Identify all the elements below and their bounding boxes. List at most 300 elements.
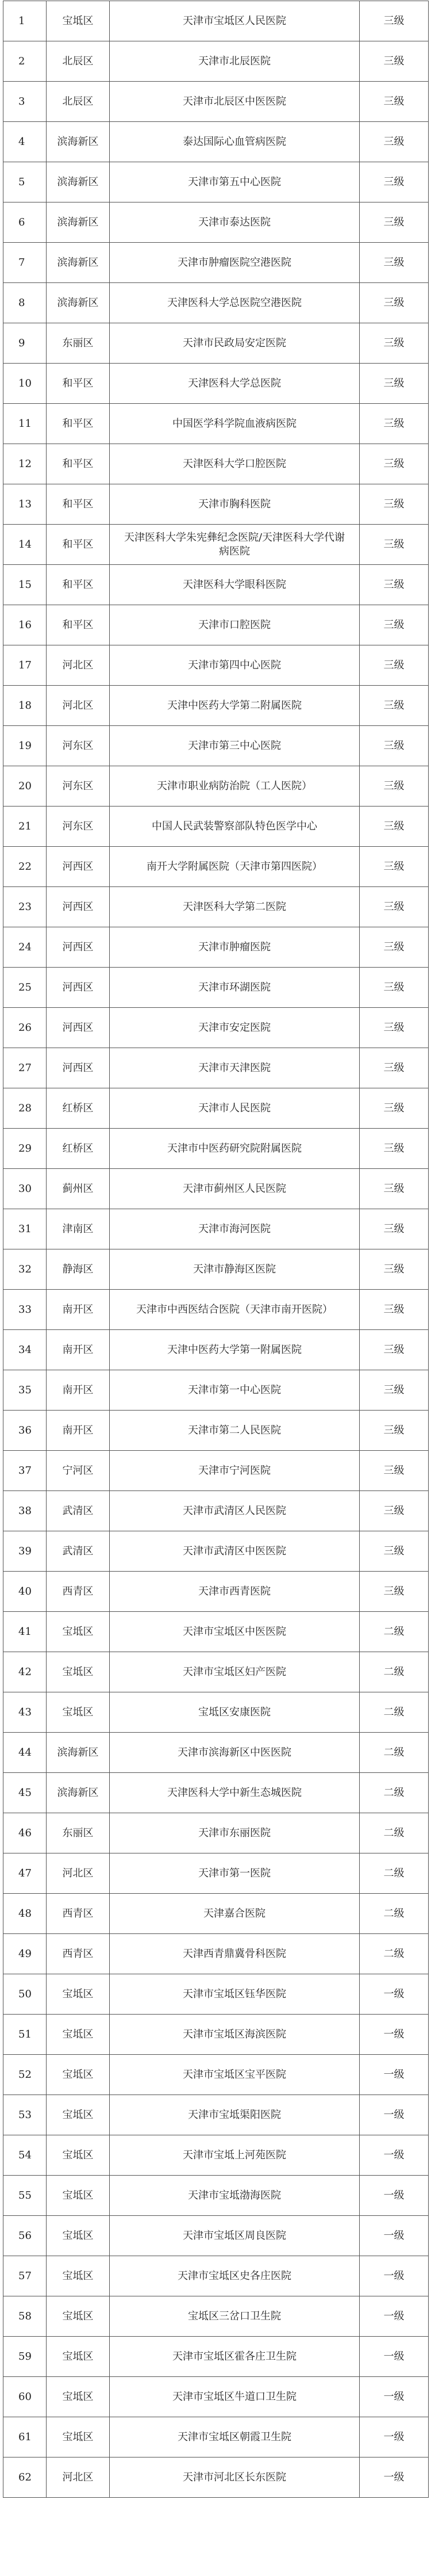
level-cell: 一级 — [360, 2256, 429, 2296]
row-number: 49 — [3, 1934, 47, 1974]
district-cell: 宝坻区 — [47, 2417, 110, 2457]
level-cell: 三级 — [360, 565, 429, 605]
hospital-name-cell: 天津市西青医院 — [110, 1572, 360, 1612]
level-cell: 三级 — [360, 766, 429, 807]
row-number: 12 — [3, 444, 47, 484]
hospital-table-body — [3, 1, 429, 2498]
district-cell: 红桥区 — [47, 1129, 110, 1169]
table-row — [3, 2377, 429, 2417]
level-cell: 三级 — [360, 162, 429, 202]
hospital-name-cell: 天津市海河医院 — [110, 1209, 360, 1249]
row-number: 30 — [3, 1169, 47, 1209]
district-cell: 河东区 — [47, 807, 110, 847]
table-row — [3, 1048, 429, 1088]
row-number: 42 — [3, 1652, 47, 1692]
level-cell: 三级 — [360, 1129, 429, 1169]
district-cell: 武清区 — [47, 1491, 110, 1531]
district-cell: 宝坻区 — [47, 2296, 110, 2337]
table-row — [3, 484, 429, 525]
district-cell: 河东区 — [47, 726, 110, 766]
district-cell: 南开区 — [47, 1370, 110, 1411]
district-cell: 河西区 — [47, 887, 110, 927]
district-cell: 滨海新区 — [47, 1773, 110, 1813]
district-cell: 宝坻区 — [47, 2216, 110, 2256]
row-number: 5 — [3, 162, 47, 202]
row-number: 34 — [3, 1330, 47, 1370]
district-cell: 宝坻区 — [47, 1652, 110, 1692]
hospital-name-cell: 天津市宝坻区宝平医院 — [110, 2055, 360, 2095]
table-row — [3, 1572, 429, 1612]
level-cell: 一级 — [360, 2015, 429, 2055]
row-number: 51 — [3, 2015, 47, 2055]
level-cell: 三级 — [360, 122, 429, 162]
hospital-name-cell: 天津市民政局安定医院 — [110, 323, 360, 364]
level-cell: 三级 — [360, 968, 429, 1008]
hospital-name-cell: 天津市安定医院 — [110, 1008, 360, 1048]
table-row — [3, 162, 429, 202]
table-row — [3, 1330, 429, 1370]
level-cell: 三级 — [360, 202, 429, 243]
district-cell: 滨海新区 — [47, 283, 110, 323]
district-cell: 河西区 — [47, 847, 110, 887]
district-cell: 北辰区 — [47, 82, 110, 122]
district-cell: 东丽区 — [47, 323, 110, 364]
table-row — [3, 2337, 429, 2377]
row-number: 55 — [3, 2176, 47, 2216]
district-cell: 和平区 — [47, 605, 110, 645]
row-number: 38 — [3, 1491, 47, 1531]
level-cell: 三级 — [360, 525, 429, 565]
hospital-name-cell: 天津市宝坻区牛道口卫生院 — [110, 2377, 360, 2417]
district-cell: 宝坻区 — [47, 2176, 110, 2216]
table-row — [3, 2296, 429, 2337]
table-row — [3, 1, 429, 41]
hospital-name-cell: 天津市河北区长东医院 — [110, 2457, 360, 2498]
row-number: 8 — [3, 283, 47, 323]
table-row — [3, 2417, 429, 2457]
level-cell: 一级 — [360, 2055, 429, 2095]
table-row — [3, 323, 429, 364]
row-number: 22 — [3, 847, 47, 887]
district-cell: 宝坻区 — [47, 2377, 110, 2417]
district-cell: 宝坻区 — [47, 2055, 110, 2095]
hospital-name-cell: 天津市宁河医院 — [110, 1451, 360, 1491]
district-cell: 河东区 — [47, 766, 110, 807]
hospital-name-cell: 天津医科大学朱宪彝纪念医院/天津医科大学代谢病医院 — [110, 525, 360, 565]
district-cell: 和平区 — [47, 484, 110, 525]
level-cell: 三级 — [360, 283, 429, 323]
table-row — [3, 1813, 429, 1853]
level-cell: 三级 — [360, 1088, 429, 1129]
table-row — [3, 82, 429, 122]
level-cell: 三级 — [360, 484, 429, 525]
row-number: 18 — [3, 686, 47, 726]
district-cell: 宝坻区 — [47, 1974, 110, 2015]
row-number: 59 — [3, 2337, 47, 2377]
table-row — [3, 565, 429, 605]
level-cell: 三级 — [360, 645, 429, 686]
table-row — [3, 364, 429, 404]
row-number: 60 — [3, 2377, 47, 2417]
district-cell: 津南区 — [47, 1209, 110, 1249]
row-number: 56 — [3, 2216, 47, 2256]
row-number: 31 — [3, 1209, 47, 1249]
table-row — [3, 847, 429, 887]
table-row — [3, 1612, 429, 1652]
row-number: 11 — [3, 404, 47, 444]
level-cell: 三级 — [360, 404, 429, 444]
table-row — [3, 41, 429, 82]
table-row — [3, 1451, 429, 1491]
level-cell: 二级 — [360, 1773, 429, 1813]
table-row — [3, 1411, 429, 1451]
hospital-name-cell: 天津市宝坻区钰华医院 — [110, 1974, 360, 2015]
district-cell: 北辰区 — [47, 41, 110, 82]
district-cell: 河北区 — [47, 2457, 110, 2498]
row-number: 35 — [3, 1370, 47, 1411]
hospital-name-cell: 天津市第四中心医院 — [110, 645, 360, 686]
level-cell: 三级 — [360, 1249, 429, 1290]
district-cell: 和平区 — [47, 404, 110, 444]
level-cell: 三级 — [360, 1370, 429, 1411]
district-cell: 河西区 — [47, 1048, 110, 1088]
district-cell: 南开区 — [47, 1330, 110, 1370]
hospital-name-cell: 天津市第一医院 — [110, 1853, 360, 1894]
level-cell: 三级 — [360, 82, 429, 122]
level-cell: 一级 — [360, 2296, 429, 2337]
row-number: 24 — [3, 927, 47, 968]
hospital-name-cell: 天津市宝坻区人民医院 — [110, 1, 360, 41]
district-cell: 河北区 — [47, 1853, 110, 1894]
district-cell: 宝坻区 — [47, 2095, 110, 2135]
table-row — [3, 444, 429, 484]
table-row — [3, 283, 429, 323]
hospital-name-cell: 天津市第三中心医院 — [110, 726, 360, 766]
district-cell: 宝坻区 — [47, 1692, 110, 1733]
district-cell: 和平区 — [47, 364, 110, 404]
district-cell: 宝坻区 — [47, 1612, 110, 1652]
level-cell: 一级 — [360, 2337, 429, 2377]
table-row — [3, 1491, 429, 1531]
hospital-name-cell: 天津中医药大学第二附属医院 — [110, 686, 360, 726]
row-number: 44 — [3, 1733, 47, 1773]
hospital-name-cell: 天津市中西医结合医院（天津市南开医院） — [110, 1290, 360, 1330]
district-cell: 宝坻区 — [47, 1, 110, 41]
level-cell: 三级 — [360, 1008, 429, 1048]
hospital-name-cell: 天津嘉合医院 — [110, 1894, 360, 1934]
row-number: 15 — [3, 565, 47, 605]
table-row — [3, 2176, 429, 2216]
level-cell: 二级 — [360, 1813, 429, 1853]
district-cell: 红桥区 — [47, 1088, 110, 1129]
hospital-name-cell: 中国医学科学院血液病医院 — [110, 404, 360, 444]
district-cell: 和平区 — [47, 525, 110, 565]
district-cell: 和平区 — [47, 565, 110, 605]
table-row — [3, 2015, 429, 2055]
hospital-name-cell: 天津市武清区人民医院 — [110, 1491, 360, 1531]
level-cell: 二级 — [360, 1652, 429, 1692]
district-cell: 宝坻区 — [47, 2135, 110, 2176]
district-cell: 河西区 — [47, 927, 110, 968]
hospital-name-cell: 天津市蓟州区人民医院 — [110, 1169, 360, 1209]
table-row — [3, 1209, 429, 1249]
row-number: 13 — [3, 484, 47, 525]
hospital-name-cell: 天津市宝坻渤海医院 — [110, 2176, 360, 2216]
table-row — [3, 1853, 429, 1894]
district-cell: 宁河区 — [47, 1451, 110, 1491]
hospital-name-cell: 天津市肿瘤医院 — [110, 927, 360, 968]
hospital-name-cell: 天津市宝坻区妇产医院 — [110, 1652, 360, 1692]
row-number: 47 — [3, 1853, 47, 1894]
level-cell: 三级 — [360, 243, 429, 283]
level-cell: 三级 — [360, 807, 429, 847]
district-cell: 武清区 — [47, 1531, 110, 1572]
level-cell: 三级 — [360, 1048, 429, 1088]
hospital-name-cell: 天津市人民医院 — [110, 1088, 360, 1129]
hospital-name-cell: 天津市北辰医院 — [110, 41, 360, 82]
table-row — [3, 927, 429, 968]
row-number: 57 — [3, 2256, 47, 2296]
row-number: 7 — [3, 243, 47, 283]
row-number: 10 — [3, 364, 47, 404]
hospital-name-cell: 天津市胸科医院 — [110, 484, 360, 525]
hospital-name-cell: 天津市宝坻区史各庄医院 — [110, 2256, 360, 2296]
district-cell: 静海区 — [47, 1249, 110, 1290]
table-row — [3, 243, 429, 283]
row-number: 50 — [3, 1974, 47, 2015]
level-cell: 一级 — [360, 2417, 429, 2457]
hospital-name-cell: 南开大学附属医院（天津市第四医院） — [110, 847, 360, 887]
table-row — [3, 605, 429, 645]
row-number: 17 — [3, 645, 47, 686]
district-cell: 和平区 — [47, 444, 110, 484]
row-number: 33 — [3, 1290, 47, 1330]
district-cell: 南开区 — [47, 1411, 110, 1451]
row-number: 36 — [3, 1411, 47, 1451]
district-cell: 宝坻区 — [47, 2015, 110, 2055]
table-row — [3, 1129, 429, 1169]
row-number: 54 — [3, 2135, 47, 2176]
hospital-name-cell: 天津市静海区医院 — [110, 1249, 360, 1290]
level-cell: 三级 — [360, 927, 429, 968]
row-number: 46 — [3, 1813, 47, 1853]
district-cell: 河西区 — [47, 1008, 110, 1048]
level-cell: 二级 — [360, 1894, 429, 1934]
row-number: 16 — [3, 605, 47, 645]
table-row — [3, 968, 429, 1008]
hospital-name-cell: 天津市天津医院 — [110, 1048, 360, 1088]
hospital-name-cell: 天津医科大学口腔医院 — [110, 444, 360, 484]
hospital-name-cell: 天津医科大学眼科医院 — [110, 565, 360, 605]
table-row — [3, 2457, 429, 2498]
level-cell: 三级 — [360, 1330, 429, 1370]
row-number: 62 — [3, 2457, 47, 2498]
hospital-name-cell: 宝坻区三岔口卫生院 — [110, 2296, 360, 2337]
table-row — [3, 1008, 429, 1048]
level-cell: 一级 — [360, 2377, 429, 2417]
district-cell: 西青区 — [47, 1894, 110, 1934]
hospital-name-cell: 天津市宝坻上河苑医院 — [110, 2135, 360, 2176]
level-cell: 二级 — [360, 1934, 429, 1974]
hospital-name-cell: 天津医科大学中新生态城医院 — [110, 1773, 360, 1813]
level-cell: 三级 — [360, 1290, 429, 1330]
row-number: 26 — [3, 1008, 47, 1048]
level-cell: 三级 — [360, 444, 429, 484]
table-row — [3, 404, 429, 444]
hospital-name-cell: 天津市宝坻区周良医院 — [110, 2216, 360, 2256]
row-number: 19 — [3, 726, 47, 766]
hospital-name-cell: 天津市第一中心医院 — [110, 1370, 360, 1411]
row-number: 48 — [3, 1894, 47, 1934]
hospital-name-cell: 天津西青鼎冀骨科医院 — [110, 1934, 360, 1974]
district-cell: 滨海新区 — [47, 162, 110, 202]
hospital-name-cell: 天津市口腔医院 — [110, 605, 360, 645]
level-cell: 三级 — [360, 1209, 429, 1249]
hospital-name-cell: 中国人民武装警察部队特色医学中心 — [110, 807, 360, 847]
row-number: 14 — [3, 525, 47, 565]
hospital-name-cell: 天津市第五中心医院 — [110, 162, 360, 202]
table-row — [3, 807, 429, 847]
table-row — [3, 1773, 429, 1813]
row-number: 21 — [3, 807, 47, 847]
table-row — [3, 686, 429, 726]
level-cell: 三级 — [360, 41, 429, 82]
district-cell: 滨海新区 — [47, 122, 110, 162]
row-number: 40 — [3, 1572, 47, 1612]
hospital-name-cell: 天津市环湖医院 — [110, 968, 360, 1008]
table-row — [3, 1974, 429, 2015]
row-number: 39 — [3, 1531, 47, 1572]
district-cell: 西青区 — [47, 1934, 110, 1974]
table-row — [3, 1169, 429, 1209]
hospital-name-cell: 天津医科大学总医院空港医院 — [110, 283, 360, 323]
hospital-table — [3, 1, 429, 2498]
row-number: 20 — [3, 766, 47, 807]
level-cell: 一级 — [360, 2095, 429, 2135]
district-cell: 河北区 — [47, 645, 110, 686]
table-row — [3, 1652, 429, 1692]
row-number: 1 — [3, 1, 47, 41]
table-row — [3, 1290, 429, 1330]
hospital-name-cell: 天津医科大学总医院 — [110, 364, 360, 404]
level-cell: 一级 — [360, 1974, 429, 2015]
level-cell: 二级 — [360, 1692, 429, 1733]
level-cell: 三级 — [360, 1491, 429, 1531]
level-cell: 三级 — [360, 887, 429, 927]
row-number: 2 — [3, 41, 47, 82]
hospital-name-cell: 天津市中医药研究院附属医院 — [110, 1129, 360, 1169]
district-cell: 滨海新区 — [47, 202, 110, 243]
table-row — [3, 202, 429, 243]
row-number: 6 — [3, 202, 47, 243]
hospital-name-cell: 天津市宝坻区霍各庄卫生院 — [110, 2337, 360, 2377]
hospital-name-cell: 天津市泰达医院 — [110, 202, 360, 243]
row-number: 41 — [3, 1612, 47, 1652]
district-cell: 河西区 — [47, 968, 110, 1008]
level-cell: 三级 — [360, 323, 429, 364]
level-cell: 三级 — [360, 1411, 429, 1451]
level-cell: 三级 — [360, 726, 429, 766]
hospital-name-cell: 天津市职业病防治院（工人医院） — [110, 766, 360, 807]
row-number: 61 — [3, 2417, 47, 2457]
hospital-name-cell: 天津市北辰区中医医院 — [110, 82, 360, 122]
level-cell: 三级 — [360, 1531, 429, 1572]
table-row — [3, 726, 429, 766]
row-number: 52 — [3, 2055, 47, 2095]
level-cell: 二级 — [360, 1733, 429, 1773]
table-row — [3, 2135, 429, 2176]
table-row — [3, 525, 429, 565]
table-row — [3, 1531, 429, 1572]
district-cell: 东丽区 — [47, 1813, 110, 1853]
level-cell: 二级 — [360, 1612, 429, 1652]
table-row — [3, 2256, 429, 2296]
hospital-name-cell: 宝坻区安康医院 — [110, 1692, 360, 1733]
hospital-name-cell: 天津市第二人民医院 — [110, 1411, 360, 1451]
district-cell: 河北区 — [47, 686, 110, 726]
level-cell: 三级 — [360, 605, 429, 645]
table-row — [3, 1733, 429, 1773]
hospital-name-cell: 天津市武清区中医医院 — [110, 1531, 360, 1572]
row-number: 45 — [3, 1773, 47, 1813]
level-cell: 三级 — [360, 1572, 429, 1612]
hospital-name-cell: 天津市东丽医院 — [110, 1813, 360, 1853]
level-cell: 二级 — [360, 1853, 429, 1894]
district-cell: 宝坻区 — [47, 2337, 110, 2377]
table-row — [3, 1934, 429, 1974]
hospital-name-cell: 天津市宝坻渠阳医院 — [110, 2095, 360, 2135]
level-cell: 三级 — [360, 686, 429, 726]
row-number: 58 — [3, 2296, 47, 2337]
table-row — [3, 1692, 429, 1733]
table-row — [3, 2095, 429, 2135]
table-row — [3, 887, 429, 927]
table-row — [3, 1088, 429, 1129]
hospital-name-cell: 天津市宝坻区朝霞卫生院 — [110, 2417, 360, 2457]
table-row — [3, 2216, 429, 2256]
hospital-name-cell: 泰达国际心血管病医院 — [110, 122, 360, 162]
row-number: 43 — [3, 1692, 47, 1733]
hospital-name-cell: 天津中医药大学第一附属医院 — [110, 1330, 360, 1370]
row-number: 4 — [3, 122, 47, 162]
row-number: 32 — [3, 1249, 47, 1290]
table-row — [3, 2055, 429, 2095]
row-number: 25 — [3, 968, 47, 1008]
level-cell: 三级 — [360, 364, 429, 404]
row-number: 29 — [3, 1129, 47, 1169]
hospital-name-cell: 天津市宝坻区中医医院 — [110, 1612, 360, 1652]
district-cell: 南开区 — [47, 1290, 110, 1330]
level-cell: 一级 — [360, 2457, 429, 2498]
hospital-name-cell: 天津市宝坻区海滨医院 — [110, 2015, 360, 2055]
table-row — [3, 1370, 429, 1411]
level-cell: 三级 — [360, 847, 429, 887]
level-cell: 一级 — [360, 2216, 429, 2256]
table-row — [3, 645, 429, 686]
district-cell: 西青区 — [47, 1572, 110, 1612]
row-number: 3 — [3, 82, 47, 122]
hospital-name-cell: 天津市滨海新区中医医院 — [110, 1733, 360, 1773]
row-number: 23 — [3, 887, 47, 927]
hospital-name-cell: 天津市肿瘤医院空港医院 — [110, 243, 360, 283]
hospital-name-cell: 天津医科大学第二医院 — [110, 887, 360, 927]
level-cell: 三级 — [360, 1, 429, 41]
row-number: 53 — [3, 2095, 47, 2135]
table-row — [3, 1249, 429, 1290]
table-row — [3, 766, 429, 807]
table-row — [3, 122, 429, 162]
table-row — [3, 1894, 429, 1934]
